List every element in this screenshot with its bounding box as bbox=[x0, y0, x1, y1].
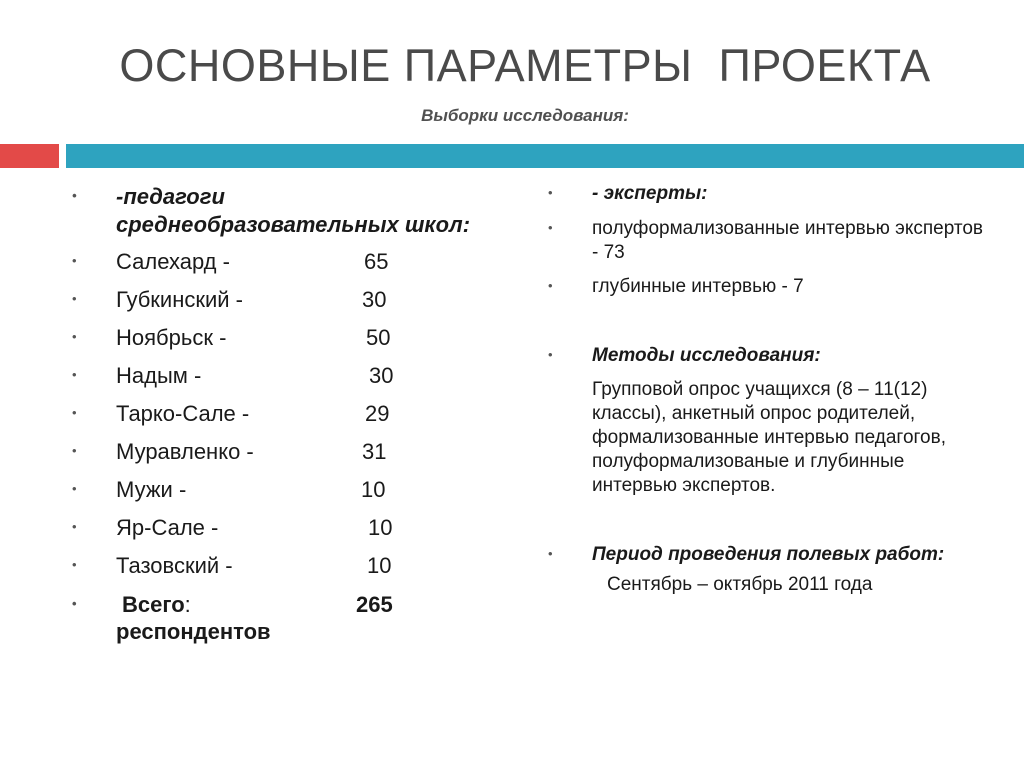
bullet-icon: • bbox=[72, 519, 77, 534]
teachers-heading: -педагоги среднеобразовательных школ: bbox=[116, 184, 471, 237]
city-item bbox=[72, 287, 472, 313]
city-name: Тарко-Сале - bbox=[116, 401, 250, 426]
bullet-icon: • bbox=[72, 481, 77, 496]
bullet-icon: • bbox=[72, 291, 77, 306]
city-name: Муравленко - bbox=[116, 439, 254, 464]
total-label: Всего bbox=[122, 592, 185, 617]
bullet-icon: • bbox=[548, 220, 553, 235]
bullet-icon: • bbox=[72, 188, 77, 203]
experts-item bbox=[548, 217, 988, 265]
experts-heading: - эксперты: bbox=[592, 183, 708, 204]
experts-item-text: полуформализованные интервью экспертов - 73 bbox=[592, 218, 984, 263]
left-column bbox=[72, 183, 472, 657]
city-name: Надым - bbox=[116, 363, 202, 388]
bullet-icon: • bbox=[548, 185, 553, 200]
methods-heading: Методы исследования: bbox=[592, 345, 821, 366]
city-item bbox=[72, 477, 472, 503]
city-count: 30 bbox=[362, 287, 387, 312]
city-item bbox=[72, 553, 472, 579]
city-item bbox=[72, 325, 472, 351]
bullet-icon: • bbox=[548, 546, 553, 561]
city-count: 10 bbox=[367, 553, 392, 578]
bullet-icon: • bbox=[72, 596, 77, 611]
experts-item bbox=[548, 275, 988, 299]
methods-heading-item bbox=[548, 344, 988, 368]
city-name: Губкинский - bbox=[116, 287, 243, 312]
city-count: 10 bbox=[368, 515, 393, 540]
accent-bar-blue bbox=[66, 144, 1024, 168]
city-item bbox=[72, 363, 472, 389]
city-count: 31 bbox=[362, 439, 387, 464]
city-item bbox=[72, 401, 472, 427]
city-item bbox=[72, 249, 472, 275]
city-item bbox=[72, 439, 472, 465]
period-heading-item bbox=[548, 543, 988, 567]
total-suffix: респондентов bbox=[116, 619, 271, 644]
experts-heading-item bbox=[548, 182, 988, 206]
methods-text: Групповой опрос учащихся (8 – 11(12) классы), анкетный опрос родителей, формализованные интервью педагогов, полуформализованые и глубинные интервью экспертов. bbox=[592, 379, 946, 496]
bullet-icon: • bbox=[72, 329, 77, 344]
bullet-icon: • bbox=[548, 347, 553, 362]
total-value: 265 bbox=[356, 592, 393, 617]
city-name: Тазовский - bbox=[116, 553, 233, 578]
total-colon: : bbox=[184, 592, 191, 617]
period-heading: Период проведения полевых работ: bbox=[592, 544, 945, 565]
city-name: Ноябрьск - bbox=[116, 325, 227, 350]
total-item bbox=[72, 591, 472, 645]
bullet-icon: • bbox=[72, 253, 77, 268]
bullet-icon: • bbox=[72, 405, 77, 420]
slide-title: ОСНОВНЫЕ ПАРАМЕТРЫ ПРОЕКТА bbox=[119, 40, 931, 91]
city-count: 65 bbox=[364, 249, 389, 274]
slide-subtitle: Выборки исследования: bbox=[421, 106, 629, 125]
accent-bar-red bbox=[0, 144, 59, 168]
city-count: 50 bbox=[366, 325, 391, 350]
teachers-heading-item bbox=[72, 183, 472, 239]
period-text: Сентябрь – октябрь 2011 года bbox=[607, 574, 873, 595]
city-count: 30 bbox=[369, 363, 394, 388]
right-column bbox=[548, 182, 988, 597]
city-item bbox=[72, 515, 472, 541]
city-name: Яр-Сале - bbox=[116, 515, 219, 540]
city-name: Салехард - bbox=[116, 249, 230, 274]
bullet-icon: • bbox=[72, 443, 77, 458]
city-count: 29 bbox=[365, 401, 390, 426]
bullet-icon: • bbox=[72, 367, 77, 382]
experts-item-text: глубинные интервью - 7 bbox=[592, 276, 804, 297]
city-count: 10 bbox=[361, 477, 386, 502]
bullet-icon: • bbox=[548, 278, 553, 293]
bullet-icon: • bbox=[72, 557, 77, 572]
city-name: Мужи - bbox=[116, 477, 187, 502]
